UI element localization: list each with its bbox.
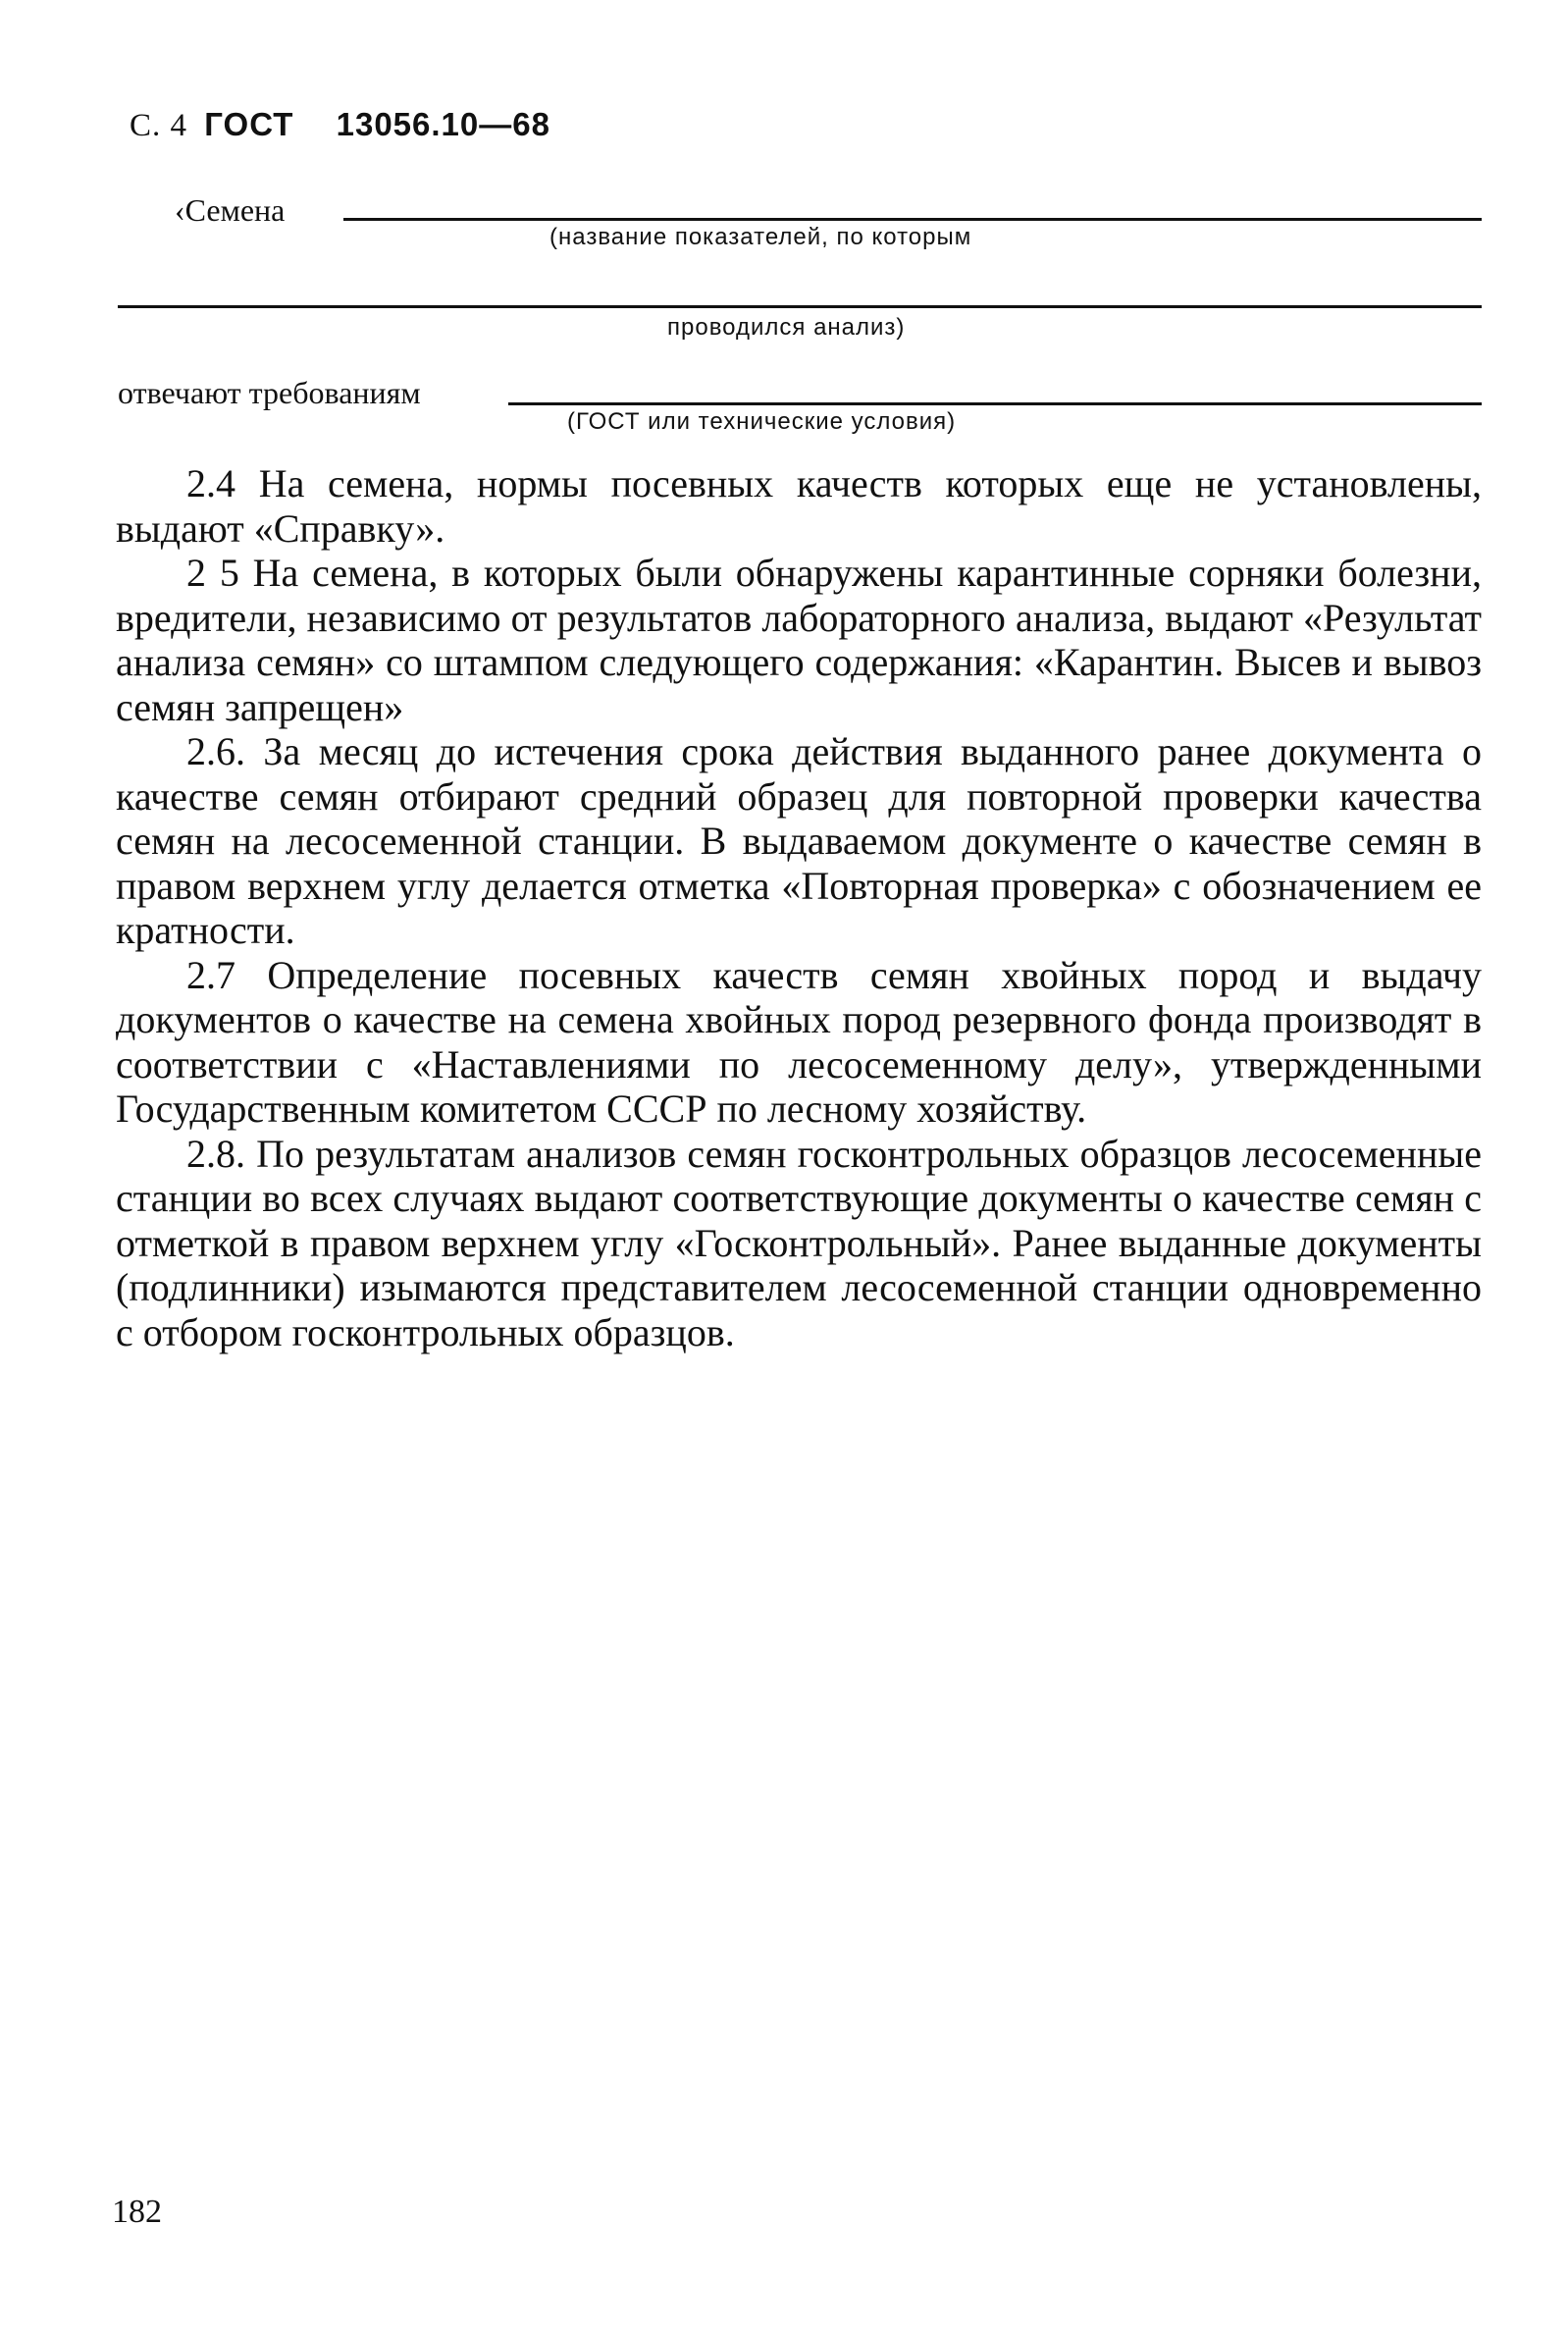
requirements-label: отвечают требованиям: [118, 375, 421, 410]
standard-number: 13056.10—68: [336, 106, 550, 142]
body-text: [116, 461, 1482, 1354]
seeds-fill-line: [343, 218, 1482, 221]
paragraph-2-8: 2.8. По результатам анализов семян госконтрольных образцов лесосеменные станции во всех случаях выдают соответствующие документы о качестве семян с отметкой в правом верхнем углу «Госконтрольный». Ранее выданные документы (подлинники) изымаются представителем лесосеменной станции одновременно с отбором госконтрольных образцов.: [116, 1131, 1482, 1354]
page-number: 182: [112, 2194, 162, 2230]
caption-indicators: (название показателей, по которым: [549, 224, 972, 250]
seeds-label: ‹Семена: [175, 192, 286, 228]
page-header: [130, 106, 550, 144]
indicators-fill-line: [118, 305, 1482, 308]
paragraph-2-5: 2 5 На семена, в которых были обнаружены карантинные сорняки болезни, вредители, независимо от результатов лабораторного анализа, выдают «Результат анализа семян» со штампом следующего содержания: «Карантин. Высев и вывоз семян запрещен»: [116, 551, 1482, 729]
caption-analysis: проводился анализ): [667, 314, 906, 341]
requirements-fill-line: [508, 402, 1482, 405]
paragraph-2-7: 2.7 Определение посевных качеств семян хвойных пород и выдачу документов о качестве на семена хвойных пород резервного фонда производят в соответствии с «Наставлениями по лесосеменному делу», утвержденными Государственным комитетом СССР по лесному хозяйству.: [116, 952, 1482, 1131]
paragraph-2-4: 2.4 На семена, нормы посевных качеств которых еще не установлены, выдают «Справку».: [116, 461, 1482, 551]
paragraph-2-6: 2.6. За месяц до истечения срока действия выданного ранее документа о качестве семян отбирают средний образец для повторной проверки качества семян на лесосеменной станции. В выдаваемом документе о качестве семян в правом верхнем углу делается отметка «Повторная проверка» с обозначением ее кратности.: [116, 729, 1482, 952]
standard-label: ГОСТ: [204, 106, 294, 142]
page-ref: С. 4: [130, 108, 188, 143]
caption-gost: (ГОСТ или технические условия): [567, 408, 957, 435]
